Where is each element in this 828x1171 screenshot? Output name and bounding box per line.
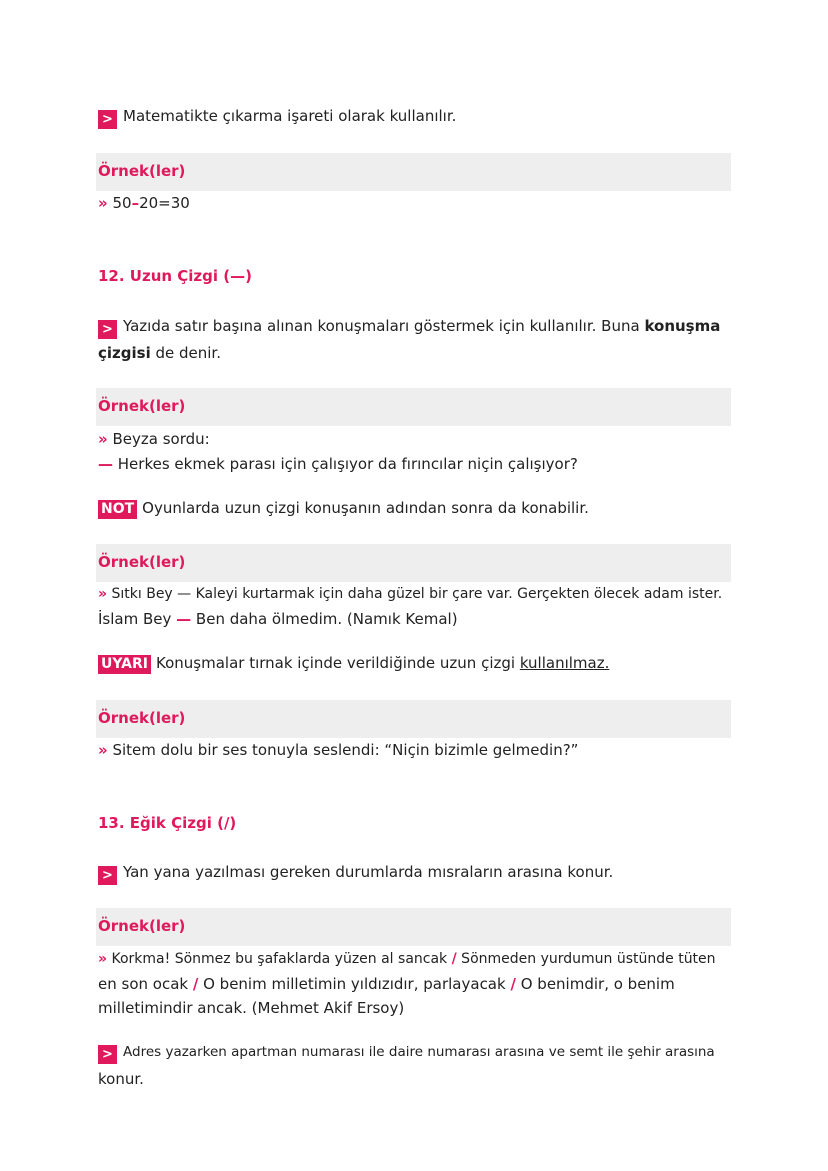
note: NOT Oyunlarda uzun çizgi konuşanın adından sonra da konabilir. — [98, 498, 589, 519]
section-heading-13: 13. Eğik Çizgi (/) — [98, 814, 237, 832]
example-line: » Korkma! Sönmez bu şafaklarda yüzen al sancak / Sönmeden yurdumun üstünde tüten — [98, 951, 716, 967]
rule-slash-address-cont: konur. — [98, 1070, 144, 1088]
marker-icon: > — [98, 110, 117, 129]
rule-slash-address: > Adres yazarken apartman numarası ile daire numarası arasına ve semt ile şehir arasına — [98, 1042, 715, 1064]
example-line: » Sitem dolu bir ses tonuyla seslendi: “Niçin bizimle gelmedin?” — [98, 741, 579, 759]
example-line: İslam Bey — Ben daha ölmedim. (Namık Kemal) — [98, 610, 458, 628]
example-header: Örnek(ler) — [96, 544, 731, 582]
rule-minus: > Matematikte çıkarma işareti olarak kullanılır. — [98, 106, 456, 129]
rule-slash-verses: > Yan yana yazılması gereken durumlarda mısraların arasına konur. — [98, 862, 613, 885]
example-line: — Herkes ekmek parası için çalışıyor da fırıncılar niçin çalışıyor? — [98, 455, 578, 473]
example-line: » 50–20=30 — [98, 194, 190, 212]
rule-dialogue-cont: çizgisi de denir. — [98, 344, 221, 362]
section-heading-12: 12. Uzun Çizgi (—) — [98, 267, 252, 285]
note-badge: NOT — [98, 500, 137, 519]
marker-icon: > — [98, 866, 117, 885]
rule-dialogue: > Yazıda satır başına alınan konuşmaları göstermek için kullanılır. Buna konuşma — [98, 316, 720, 339]
example-line: » Sıtkı Bey — Kaleyi kurtarmak için daha güzel bir çare var. Gerçekten ölecek adam ister. — [98, 586, 723, 602]
example-header: Örnek(ler) — [96, 153, 731, 191]
warning-badge: UYARI — [98, 655, 151, 674]
marker-icon: > — [98, 320, 117, 339]
example-header: Örnek(ler) — [96, 700, 731, 738]
warning: UYARI Konuşmalar tırnak içinde verildiğinde uzun çizgi kullanılmaz. — [98, 653, 609, 674]
example-line: » Beyza sordu: — [98, 430, 210, 448]
example-header: Örnek(ler) — [96, 388, 731, 426]
example-line: milletimindir ancak. (Mehmet Akif Ersoy) — [98, 999, 405, 1017]
example-header: Örnek(ler) — [96, 908, 731, 946]
marker-icon: > — [98, 1045, 117, 1064]
example-line: en son ocak / O benim milletimin yıldızıdır, parlayacak / O benimdir, o benim — [98, 975, 675, 993]
